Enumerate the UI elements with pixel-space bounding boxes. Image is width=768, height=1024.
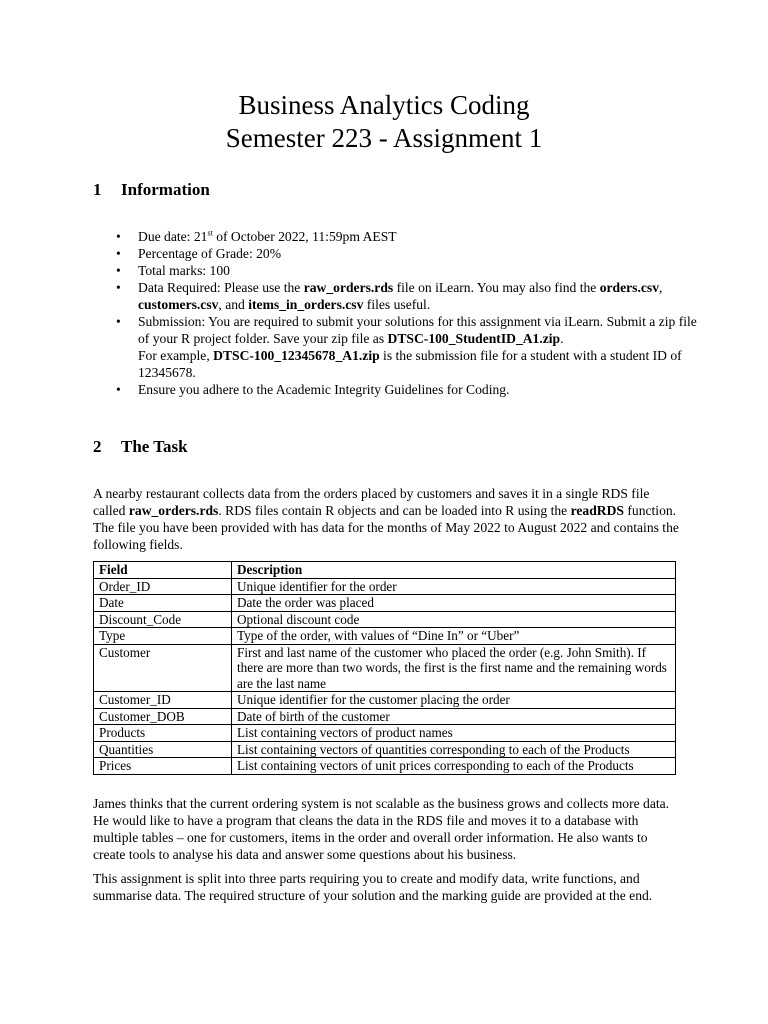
description-cell: First and last name of the customer who placed the order (e.g. John Smith). If there are more than two words, the first is the first name and the remaining words are the last name (232, 644, 676, 692)
due-date-ordinal: st (207, 228, 213, 238)
submission-text: For example, (138, 348, 214, 363)
list-item-grade: • Percentage of Grade: 20% (116, 245, 706, 262)
field-cell: Customer_ID (94, 692, 232, 709)
field-cell: Products (94, 725, 232, 742)
description-cell: Optional discount code (232, 611, 676, 628)
intro-text: A nearby restaurant collects data from the orders placed by customers and saves it in a single RDS file called (93, 486, 650, 518)
section-number: 1 (93, 180, 102, 199)
table-row (94, 758, 676, 775)
table-row (94, 578, 676, 595)
section-title: The Task (121, 437, 188, 456)
column-header-field: Field (94, 562, 232, 579)
description-cell: Unique identifier for the customer placing the order (232, 692, 676, 709)
submission-text: Submission: You are required to submit your solutions for this assignment via iLearn. Submit a zip file of your R project folder. Save your zip file as (138, 314, 697, 346)
submission-text: . (560, 331, 564, 346)
description-cell: Date the order was placed (232, 595, 676, 612)
list-item-integrity: • Ensure you adhere to the Academic Integrity Guidelines for Coding. (116, 381, 706, 398)
table-row (94, 628, 676, 645)
field-cell: Type (94, 628, 232, 645)
document-title-line1: Business Analytics Coding (238, 90, 530, 120)
list-item-submission (116, 313, 706, 381)
column-header-description: Description (232, 562, 676, 579)
description-cell: Date of birth of the customer (232, 708, 676, 725)
task-paragraph-structure: This assignment is split into three parts requiring you to create and modify data, write functions, and summarise data. The required structure of your solution and the marking guide are provided at the end. (93, 871, 653, 903)
section-heading-information (93, 180, 210, 200)
field-cell: Prices (94, 758, 232, 775)
file-name: raw_orders.rds (303, 280, 394, 295)
table-row (94, 595, 676, 612)
section-heading-task (93, 437, 188, 457)
field-cell: Date (94, 595, 232, 612)
table-row (94, 692, 676, 709)
file-name: customers.csv (138, 297, 219, 312)
table-row (94, 611, 676, 628)
data-text: , and (218, 297, 249, 312)
task-intro-paragraph (93, 485, 683, 553)
intro-text: . RDS files contain R objects and can be loaded into R using the (218, 503, 571, 518)
submission-text: is the submission file for a student with a student ID of 12345678. (138, 348, 682, 380)
table-row (94, 708, 676, 725)
section-number: 2 (93, 437, 102, 456)
table-row (94, 741, 676, 758)
information-list (116, 228, 706, 398)
data-text: , (659, 280, 663, 295)
file-name: DTSC-100_StudentID_A1.zip (387, 331, 561, 346)
task-paragraph-james: James thinks that the current ordering system is not scalable as the business grows and collects more data. He would like to have a program that cleans the data in the RDS file and moves it to a database with multiple tables – one for customers, items in the order and overall order information. He also wants to create tools to analyse his data and answer some questions about his business. (93, 796, 670, 862)
file-name: orders.csv (599, 280, 659, 295)
fields-table (93, 561, 676, 775)
file-name: raw_orders.rds (128, 503, 219, 518)
data-text: file on iLearn. You may also find the (393, 280, 600, 295)
field-cell: Customer (94, 644, 232, 692)
due-date-text: Due date: 21 (138, 229, 208, 244)
field-cell: Quantities (94, 741, 232, 758)
list-item-data-required (116, 279, 706, 313)
description-cell: List containing vectors of quantities corresponding to each of the Products (232, 741, 676, 758)
description-cell: List containing vectors of product names (232, 725, 676, 742)
list-item-due-date (116, 228, 706, 245)
section-title: Information (121, 180, 210, 199)
table-row (94, 644, 676, 692)
intro-text: function. The file you have been provided with has data for the months of May 2022 to August 2022 and contains the following fields. (93, 503, 679, 552)
description-cell: Type of the order, with values of “Dine In” or “Uber” (232, 628, 676, 645)
description-cell: List containing vectors of unit prices corresponding to each of the Products (232, 758, 676, 775)
list-item-marks: • Total marks: 100 (116, 262, 706, 279)
file-name: items_in_orders.csv (248, 297, 364, 312)
data-text: Data Required: Please use the (138, 280, 304, 295)
due-date-rest: of October 2022, 11:59pm AEST (212, 229, 397, 244)
table-row (94, 725, 676, 742)
table-header-row (94, 562, 676, 579)
field-cell: Order_ID (94, 578, 232, 595)
description-cell: Unique identifier for the order (232, 578, 676, 595)
field-cell: Discount_Code (94, 611, 232, 628)
field-cell: Customer_DOB (94, 708, 232, 725)
file-name: DTSC-100_12345678_A1.zip (213, 348, 380, 363)
data-text: files useful. (363, 297, 431, 312)
function-name: readRDS (570, 503, 624, 518)
document-title-line2: Semester 223 - Assignment 1 (225, 123, 543, 153)
